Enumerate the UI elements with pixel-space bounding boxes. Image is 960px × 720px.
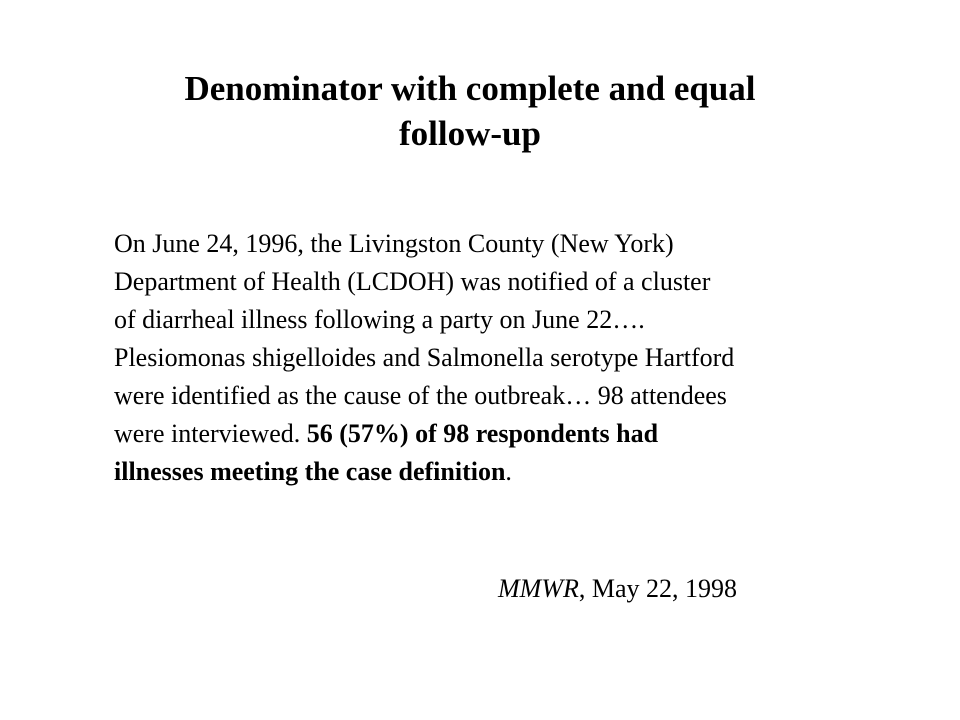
- body-line-2: Department of Health (LCDOH) was notified of a cluster: [114, 267, 711, 296]
- body-paragraph: [114, 225, 894, 491]
- body-line-6: [114, 415, 894, 453]
- body-line-1: On June 24, 1996, the Livingston County (New York): [114, 229, 674, 258]
- slide-title-line-1: Denominator with complete and equal: [184, 69, 756, 108]
- citation-date: , May 22, 1998: [578, 574, 738, 603]
- slide-title: [0, 66, 940, 156]
- citation-journal: MMWR: [498, 574, 579, 603]
- citation: [498, 572, 737, 606]
- body-line-5: were identified as the cause of the outbreak… 98 attendees: [114, 381, 727, 410]
- body-line-4: Plesiomonas shigelloides and Salmonella serotype Hartford: [114, 343, 735, 372]
- slide-title-line-2: follow-up: [399, 114, 541, 153]
- body-line-3: of diarrheal illness following a party on June 22….: [114, 305, 645, 334]
- body-line-6-plain: were interviewed.: [114, 419, 307, 448]
- body-line-6-bold: 56 (57%) of 98 respondents had: [306, 419, 659, 448]
- body-line-7-bold: illnesses meeting the case definition: [114, 457, 506, 486]
- body-line-7: [114, 453, 894, 491]
- body-line-7-end: .: [505, 457, 512, 486]
